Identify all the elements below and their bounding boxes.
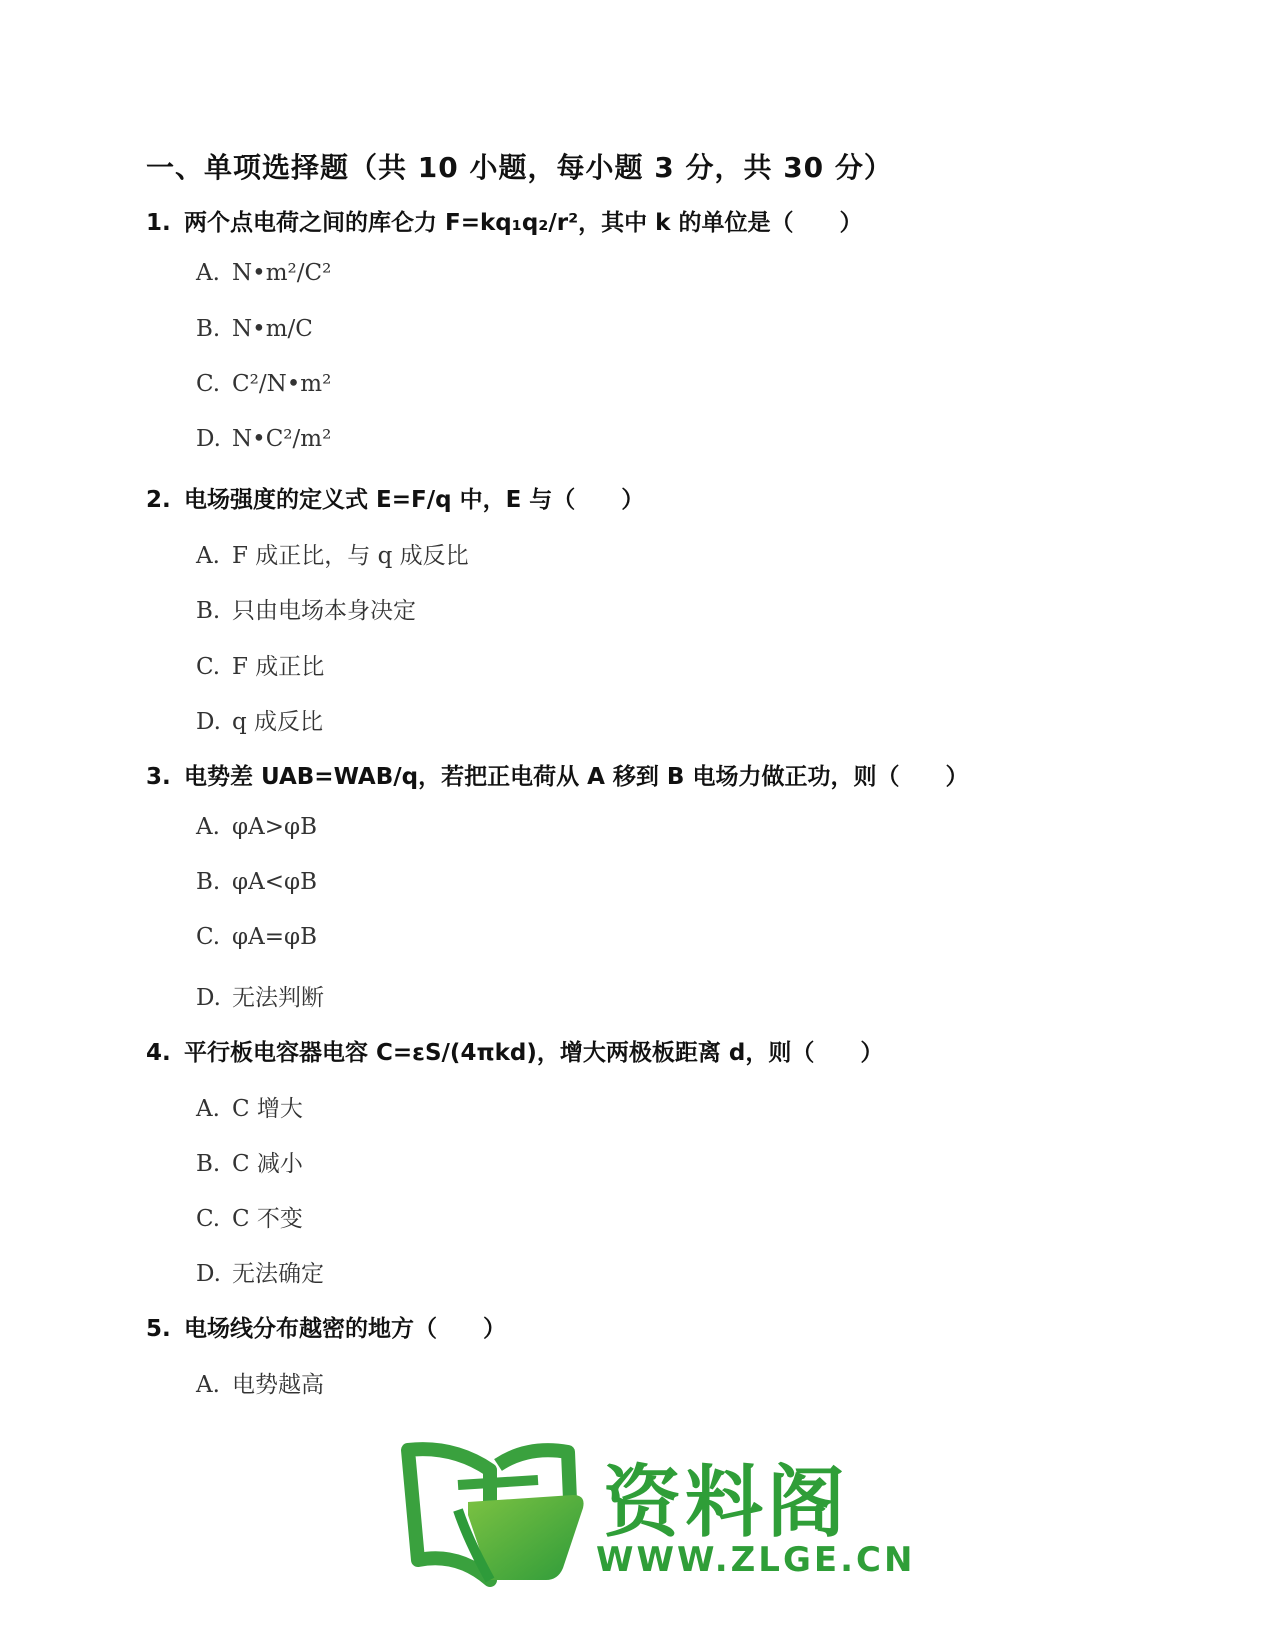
question-number: 5. <box>146 1316 171 1342</box>
option-letter: B. <box>196 869 221 895</box>
option-1a <box>196 260 331 286</box>
question-1 <box>146 204 863 237</box>
option-letter: B. <box>196 598 221 624</box>
option-text: 无法确定 <box>232 1261 324 1287</box>
option-letter: A. <box>196 543 220 569</box>
option-text: φA<φB <box>232 869 317 895</box>
question-number: 4. <box>146 1040 171 1066</box>
question-2 <box>146 481 644 514</box>
option-letter: D. <box>196 709 221 735</box>
option-4b <box>196 1145 303 1178</box>
option-2d <box>196 703 323 736</box>
question-stem: 平行板电容器电容 C=εS/(4πkd)，增大两极板距离 d，则（ ） <box>184 1040 884 1066</box>
option-text: C²/N•m² <box>232 371 332 397</box>
option-letter: D. <box>196 1261 221 1287</box>
open-book-folder-icon <box>398 1440 588 1590</box>
option-letter: A. <box>196 1096 220 1122</box>
option-letter: B. <box>196 316 221 342</box>
option-letter: C. <box>196 1206 221 1232</box>
option-text: φA>φB <box>232 814 317 840</box>
question-stem: 电场强度的定义式 E=F/q 中，E 与（ ） <box>184 487 645 513</box>
question-stem: 电势差 UAB=WAB/q，若把正电荷从 A 移到 B 电场力做正功，则（ ） <box>184 764 969 790</box>
option-text: C 不变 <box>232 1206 303 1232</box>
option-text: N•m²/C² <box>232 260 332 286</box>
option-4c <box>196 1200 303 1233</box>
option-2b <box>196 592 416 625</box>
option-2a <box>196 537 469 570</box>
question-number: 2. <box>146 487 171 513</box>
option-text: 电势越高 <box>232 1372 324 1398</box>
question-stem: 电场线分布越密的地方（ ） <box>184 1316 506 1342</box>
option-letter: A. <box>196 814 220 840</box>
option-text: C 减小 <box>232 1151 303 1177</box>
question-5 <box>146 1310 506 1343</box>
option-1b <box>196 316 313 342</box>
option-letter: A. <box>196 260 220 286</box>
option-text: C 增大 <box>232 1096 303 1122</box>
option-text: 无法判断 <box>232 985 324 1011</box>
option-text: N•m/C <box>232 316 313 342</box>
question-4 <box>146 1034 883 1067</box>
question-3 <box>146 758 968 791</box>
option-letter: B. <box>196 1151 221 1177</box>
option-3b <box>196 869 317 895</box>
watermark-name: 资料阁 <box>603 1458 850 1548</box>
option-text: F 成正比，与 q 成反比 <box>232 543 469 569</box>
option-4a <box>196 1090 303 1123</box>
option-3a <box>196 814 317 840</box>
question-stem: 两个点电荷之间的库仑力 F=kq₁q₂/r²，其中 k 的单位是（ ） <box>184 210 863 236</box>
option-letter: C. <box>196 654 221 680</box>
question-number: 3. <box>146 764 171 790</box>
option-1d <box>196 426 331 452</box>
option-letter: D. <box>196 426 221 452</box>
question-number: 1. <box>146 210 171 236</box>
option-letter: D. <box>196 985 221 1011</box>
option-text: 只由电场本身决定 <box>232 598 416 624</box>
option-text: φA=φB <box>232 924 317 950</box>
option-letter: C. <box>196 924 221 950</box>
option-text: q 成反比 <box>232 709 324 735</box>
option-2c <box>196 648 324 681</box>
option-3d <box>196 979 324 1012</box>
option-5a <box>196 1366 324 1399</box>
option-text: N•C²/m² <box>232 426 332 452</box>
option-3c <box>196 924 317 950</box>
option-4d <box>196 1255 324 1288</box>
option-1c <box>196 371 331 397</box>
option-letter: A. <box>196 1372 220 1398</box>
option-text: F 成正比 <box>232 654 325 680</box>
watermark-logo <box>398 1440 916 1590</box>
section-title: 一、单项选择题（共 10 小题，每小题 3 分，共 30 分） <box>146 151 893 184</box>
option-letter: C. <box>196 371 221 397</box>
watermark-url: WWW.ZLGE.CN <box>596 1540 916 1580</box>
